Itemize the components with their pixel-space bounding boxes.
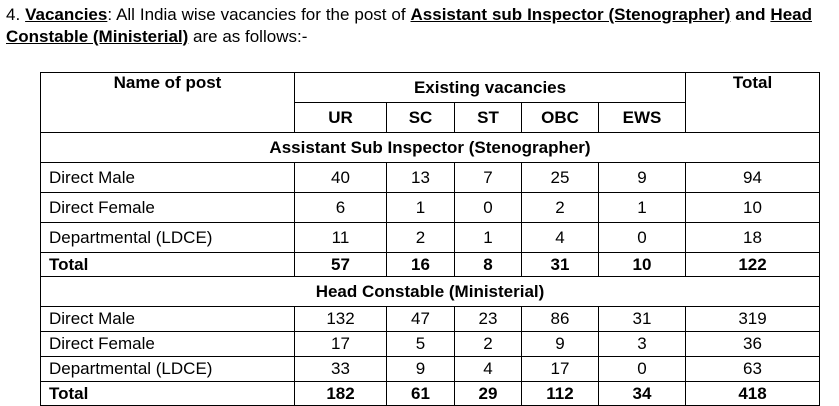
cell-sc: 5 <box>387 332 455 357</box>
row-label: Departmental (LDCE) <box>41 357 295 382</box>
item-number: 4. <box>6 5 21 24</box>
row-label: Total <box>41 382 295 406</box>
post-name-hc: Head Constable (Ministerial) <box>6 5 812 46</box>
cell-obc: 4 <box>522 223 599 253</box>
cell-total: 36 <box>686 332 820 357</box>
cell-sc: 61 <box>387 382 455 406</box>
table-row <box>41 193 820 223</box>
cell-ur: 40 <box>295 163 387 193</box>
cell-ews: 0 <box>599 223 686 253</box>
intro-paragraph <box>6 4 812 48</box>
row-label: Direct Male <box>41 307 295 332</box>
cell-ur: 57 <box>295 253 387 277</box>
cell-sc: 9 <box>387 357 455 382</box>
cell-total: 10 <box>686 193 820 223</box>
cell-ur: 11 <box>295 223 387 253</box>
cell-ews: 31 <box>599 307 686 332</box>
cell-st: 29 <box>455 382 522 406</box>
table-row <box>41 307 820 332</box>
total-row <box>41 253 820 277</box>
header-name-of-post: Name of post <box>41 73 295 133</box>
header-category-ur: UR <box>295 103 387 133</box>
cell-total: 63 <box>686 357 820 382</box>
cell-ur: 6 <box>295 193 387 223</box>
cell-st: 23 <box>455 307 522 332</box>
cell-ur: 132 <box>295 307 387 332</box>
cell-st: 0 <box>455 193 522 223</box>
total-row <box>41 382 820 406</box>
cell-sc: 13 <box>387 163 455 193</box>
cell-total: 94 <box>686 163 820 193</box>
cell-obc: 17 <box>522 357 599 382</box>
row-label: Direct Female <box>41 332 295 357</box>
header-category-sc: SC <box>387 103 455 133</box>
cell-sc: 16 <box>387 253 455 277</box>
intro-text-a: All India wise vacancies for the post of <box>112 5 411 24</box>
row-label: Direct Female <box>41 193 295 223</box>
section-title: Assistant Sub Inspector (Stenographer) <box>41 133 820 163</box>
cell-ews: 10 <box>599 253 686 277</box>
cell-obc: 86 <box>522 307 599 332</box>
cell-ews: 0 <box>599 357 686 382</box>
cell-obc: 2 <box>522 193 599 223</box>
header-total: Total <box>686 73 820 133</box>
intro-and: and <box>730 5 771 24</box>
row-label: Total <box>41 253 295 277</box>
header-category-ews: EWS <box>599 103 686 133</box>
row-label: Direct Male <box>41 163 295 193</box>
intro-text-b: are as follows:- <box>188 27 308 46</box>
cell-obc: 25 <box>522 163 599 193</box>
row-label: Departmental (LDCE) <box>41 223 295 253</box>
header-category-st: ST <box>455 103 522 133</box>
cell-ur: 17 <box>295 332 387 357</box>
cell-ews: 34 <box>599 382 686 406</box>
cell-ews: 1 <box>599 193 686 223</box>
cell-obc: 31 <box>522 253 599 277</box>
cell-obc: 9 <box>522 332 599 357</box>
cell-ews: 9 <box>599 163 686 193</box>
cell-ur: 33 <box>295 357 387 382</box>
section-title: Head Constable (Ministerial) <box>41 277 820 307</box>
cell-ews: 3 <box>599 332 686 357</box>
table-row <box>41 223 820 253</box>
cell-st: 4 <box>455 357 522 382</box>
cell-sc: 1 <box>387 193 455 223</box>
vacancy-table <box>40 72 820 406</box>
cell-ur: 182 <box>295 382 387 406</box>
cell-st: 1 <box>455 223 522 253</box>
cell-sc: 47 <box>387 307 455 332</box>
heading-colon: : <box>107 5 113 24</box>
table-row <box>41 357 820 382</box>
cell-total: 18 <box>686 223 820 253</box>
table-row <box>41 163 820 193</box>
cell-total: 319 <box>686 307 820 332</box>
header-category-obc: OBC <box>522 103 599 133</box>
cell-obc: 112 <box>522 382 599 406</box>
cell-st: 7 <box>455 163 522 193</box>
post-name-asi: Assistant sub Inspector (Stenographer) <box>410 5 731 24</box>
cell-total: 122 <box>686 253 820 277</box>
cell-sc: 2 <box>387 223 455 253</box>
cell-total: 418 <box>686 382 820 406</box>
table-row <box>41 332 820 357</box>
cell-st: 8 <box>455 253 522 277</box>
vacancies-heading: Vacancies <box>25 5 108 24</box>
cell-st: 2 <box>455 332 522 357</box>
header-existing-vacancies: Existing vacancies <box>295 73 686 103</box>
